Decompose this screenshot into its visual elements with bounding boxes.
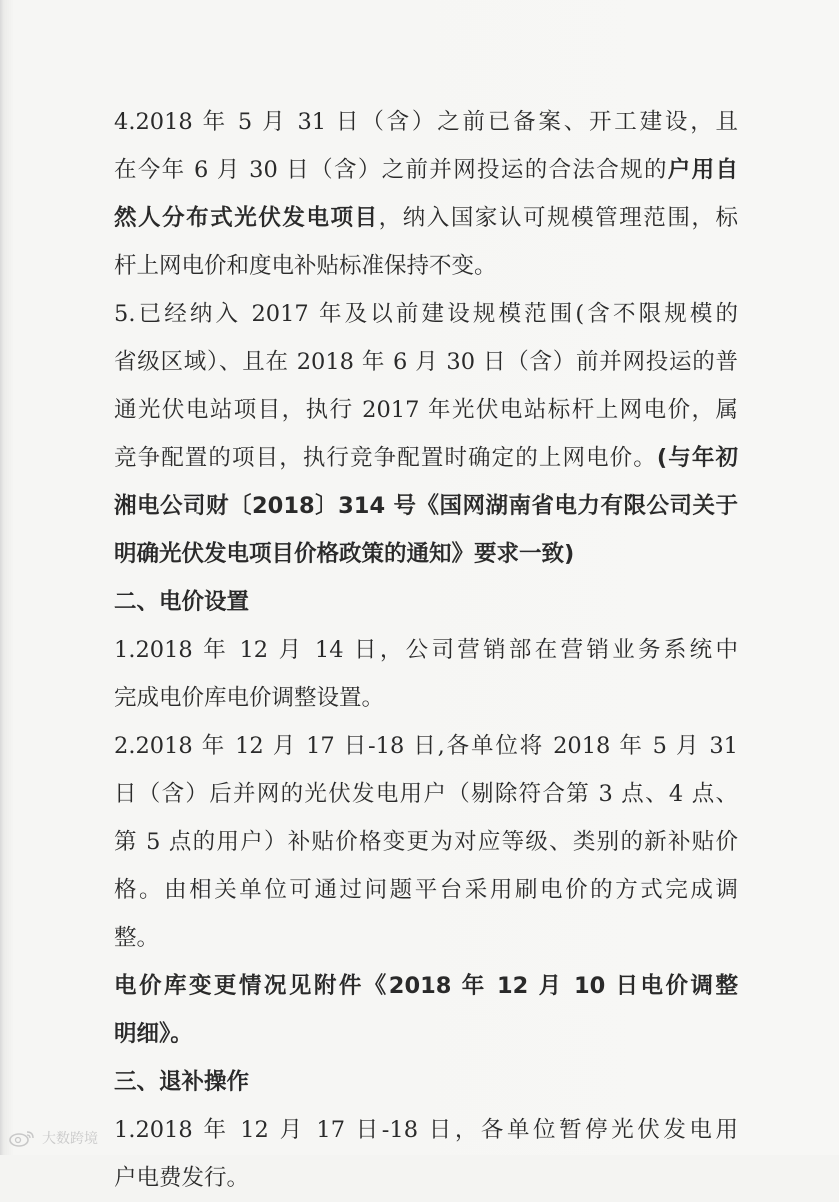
text-line [114,530,738,578]
text-segment: 三、退补操作 [114,1069,250,1095]
text-line [114,194,738,242]
weibo-logo-icon [8,1129,36,1147]
text-line [114,818,738,866]
text-segment: 4.2018 年 5 月 31 日（含）之前已备案、开工建设，且 [114,109,738,135]
bold-text-segment: 明细》。 [114,1021,193,1047]
text-segment: 在今年 6 月 30 日（含）之前并网投运的合法合规的 [114,157,668,183]
text-line [114,962,738,1010]
bold-text-segment: 然人分布式光伏发电项目 [114,205,379,231]
text-segment: 竞争配置的项目，执行竞争配置时确定的上网电价。 [114,445,657,471]
text-segment: 整。 [114,925,160,951]
text-segment: 二、电价设置 [114,589,250,615]
text-line [114,866,738,914]
text-segment: 通光伏电站项目，执行 2017 年光伏电站标杆上网电价，属 [114,397,738,423]
bold-text-segment: 电价库变更情况见附件《2018 年 12 月 10 日电价调整 [114,973,738,999]
text-line [114,146,738,194]
text-line [114,914,738,962]
text-line [114,98,738,146]
bold-text-segment: 明确光伏发电项目价格政策的通知》要求一致) [114,541,575,567]
text-line [114,1010,738,1058]
text-segment: 日（含）后并网的光伏发电用户（剔除符合第 3 点、4 点、 [114,781,738,807]
text-line [114,338,738,386]
bold-text-segment: 户用自 [667,157,738,183]
text-segment: 杆上网电价和度电补贴标准保持不变。 [114,253,497,279]
text-segment: 第 5 点的用户）补贴价格变更为对应等级、类别的新补贴价 [114,829,738,855]
text-line [114,770,738,818]
text-segment: 完成电价库电价调整设置。 [114,685,385,711]
text-line [114,434,738,482]
text-line [114,1154,738,1202]
text-segment: 格。由相关单位可通过问题平台采用刷电价的方式完成调 [114,877,738,903]
text-line [114,578,738,626]
text-segment: 5.已经纳入 2017 年及以前建设规模范围(含不限规模的 [114,301,738,327]
text-line [114,1058,738,1106]
text-segment: 2.2018 年 12 月 17 日-18 日,各单位将 2018 年 5 月 31 [114,733,738,759]
text-line [114,386,738,434]
text-segment: 1.2018 年 12 月 17 日-18 日，各单位暂停光伏发电用 [114,1117,738,1143]
text-line [114,674,738,722]
text-segment: ，纳入国家认可规模管理范围，标 [378,205,738,231]
text-line [114,242,738,290]
watermark [8,1127,98,1149]
bold-text-segment: (与年初 [656,445,738,471]
document-body [114,98,739,1202]
bold-text-segment: 湘电公司财〔2018〕314 号《国网湖南省电力有限公司关于 [114,493,738,519]
text-segment: 省级区域）、且在 2018 年 6 月 30 日（含）前并网投运的普 [114,349,738,375]
text-line [114,482,738,530]
text-segment: 户电费发行。 [114,1165,250,1191]
text-line [114,1106,738,1154]
text-line [114,290,738,338]
watermark-text: 大数跨境 [42,1131,98,1147]
text-line [114,626,738,674]
text-segment: 1.2018 年 12 月 14 日，公司营销部在营销业务系统中 [114,637,739,663]
text-line [114,722,738,770]
